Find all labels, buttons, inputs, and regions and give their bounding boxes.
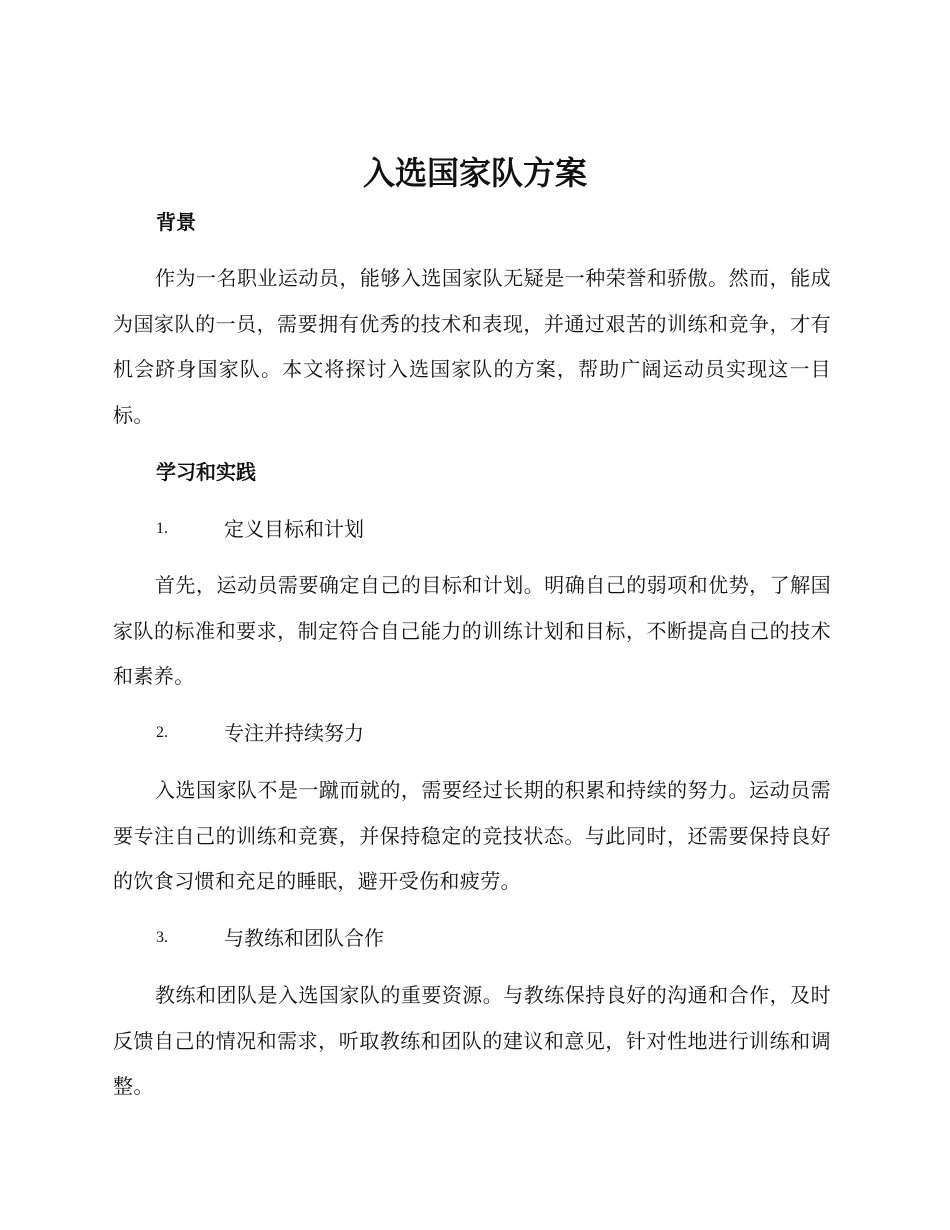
item-1-paragraph: 首先，运动员需要确定自己的目标和计划。明确自己的弱项和优势，了解国家队的标准和要求，制定符合自己能力的训练计划和目标，不断提高自己的技术和素养。 [113,573,831,688]
section-heading-background: 背景 [156,210,196,234]
list-item-title: 定义目标和计划 [224,517,364,541]
list-number: 1. [156,520,168,537]
list-item-title: 专注并持续努力 [224,721,364,745]
list-number: 3. [156,929,168,946]
section-heading-study-practice: 学习和实践 [156,460,256,484]
list-item-title: 与教练和团队合作 [224,926,384,950]
list-number: 2. [156,724,168,741]
background-paragraph: 作为一名职业运动员，能够入选国家队无疑是一种荣誉和骄傲。然而，能成为国家队的一员，需要拥有优秀的技术和表现，并通过艰苦的训练和竞争，才有机会跻身国家队。本文将探讨入选国家队的方案，帮助广阔运动员实现这一目标。 [113,266,831,427]
item-2-paragraph: 入选国家队不是一蹴而就的，需要经过长期的积累和持续的努力。运动员需要专注自己的训练和竞赛，并保持稳定的竞技状态。与此同时，还需要保持良好的饮食习惯和充足的睡眠，避开受伤和疲劳。 [113,778,831,893]
document-title: 入选国家队方案 [362,154,587,192]
item-3-paragraph: 教练和团队是入选国家队的重要资源。与教练保持良好的沟通和合作，及时反馈自己的情况和需求，听取教练和团队的建议和意见，针对性地进行训练和调整。 [113,983,831,1098]
